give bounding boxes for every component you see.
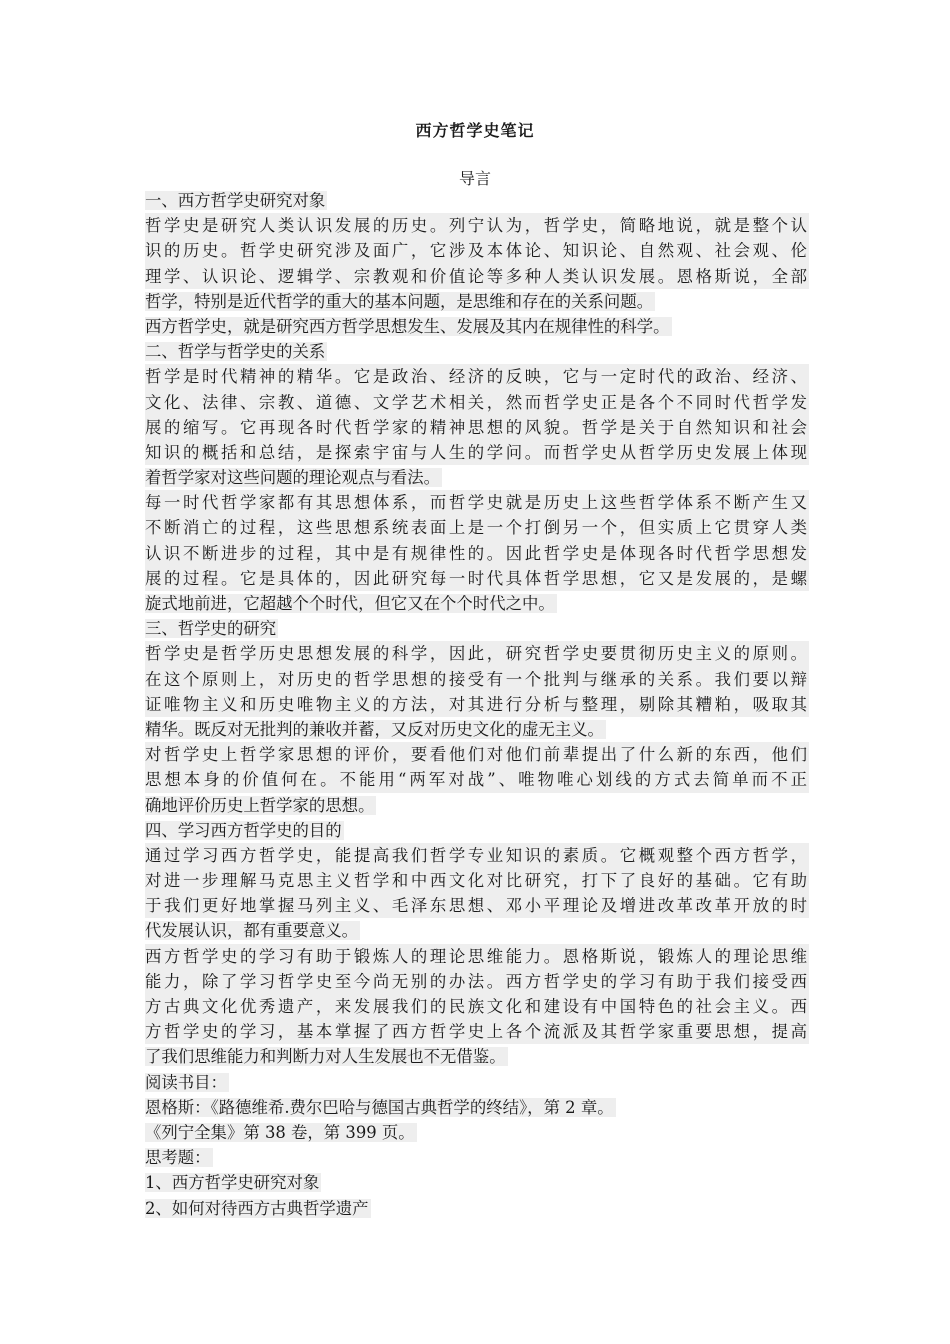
text-line [145, 667, 809, 692]
text-line-content: 能力，除了学习哲学史至今尚无别的办法。西方哲学史的学习有助于我们接受西 [145, 969, 809, 994]
text-line [145, 339, 809, 364]
text-line-content: 思想本身的价值何在。不能用“两军对战”、唯物唯心划线的方式去简单而不正 [145, 767, 809, 792]
text-line [145, 465, 809, 490]
text-line [145, 843, 809, 868]
text-line [145, 893, 809, 918]
text-line [145, 490, 809, 515]
text-line-content: 哲学，特别是近代哲学的重大的基本问题，是思维和存在的关系问题。 [145, 291, 654, 311]
text-line [145, 969, 809, 994]
text-line [145, 238, 809, 263]
text-line [145, 314, 809, 339]
text-line [145, 767, 809, 792]
text-line-content: 《列宁全集》第 38 卷，第 399 页。 [145, 1122, 415, 1142]
text-line-content: 识的历史。哲学史研究涉及面广，它涉及本体论、知识论、自然观、社会观、伦 [145, 238, 809, 263]
text-line-content: 1、西方哲学史研究对象 [145, 1173, 320, 1193]
text-line-content: 在这个原则上，对历史的哲学思想的接受有一个批判与继承的关系。我们要以辩 [145, 667, 809, 692]
text-line [145, 415, 809, 440]
text-line-content: 认识不断进步的过程，其中是有规律性的。因此哲学史是体现各时代哲学思想发 [145, 541, 809, 566]
text-line [145, 717, 809, 742]
text-line-content: 2、如何对待西方古典哲学遗产 [145, 1198, 369, 1218]
text-line-content: 阅读书目： [145, 1072, 227, 1092]
text-line [145, 390, 809, 415]
text-line [145, 1095, 809, 1120]
text-line [145, 1070, 809, 1095]
text-line-content: 证唯物主义和历史唯物主义的方法，对其进行分析与整理，剔除其糟粕，吸取其 [145, 692, 809, 717]
text-line-content: 三、哲学史的研究 [145, 619, 277, 639]
text-line-content: 着哲学家对这些问题的理论观点与看法。 [145, 468, 441, 488]
text-line [145, 918, 809, 943]
text-line [145, 591, 809, 616]
text-line-content: 文化、法律、宗教、道德、文学艺术相关，然而哲学史正是各个不同时代哲学发 [145, 390, 809, 415]
text-line [145, 1145, 809, 1170]
text-line [145, 566, 809, 591]
text-line-content: 对进一步理解马克思主义哲学和中西文化对比研究，打下了良好的基础。它有助 [145, 868, 809, 893]
text-line-content: 展的过程。它是具体的，因此研究每一时代具体哲学思想，它又是发展的，是螺 [145, 566, 809, 591]
text-line-content: 了我们思维能力和判断力对人生发展也不无借鉴。 [145, 1047, 506, 1067]
text-line-content: 确地评价历史上哲学家的思想。 [145, 795, 375, 815]
text-line-content: 西方哲学史的学习有助于锻炼人的理论思维能力。恩格斯说，锻炼人的理论思维 [145, 944, 809, 969]
text-line-content: 哲学是时代精神的精华。它是政治、经济的反映，它与一定时代的政治、经济、 [145, 364, 809, 389]
text-line [145, 616, 809, 641]
text-line [145, 1170, 809, 1195]
text-line-content: 思考题： [145, 1148, 211, 1168]
text-line-content: 理学、认识论、逻辑学、宗教观和价值论等多种人类认识发展。恩格斯说，全部 [145, 264, 809, 289]
text-line [145, 793, 809, 818]
text-line [145, 868, 809, 893]
text-line-content: 代发展认识，都有重要意义。 [145, 921, 359, 941]
text-line [145, 1196, 809, 1221]
text-line-content: 于我们更好地掌握马列主义、毛泽东思想、邓小平理论及增进改革改革开放的时 [145, 893, 809, 918]
text-line-content: 不断消亡的过程，这些思想系统表面上是一个打倒另一个，但实质上它贯穿人类 [145, 515, 809, 540]
text-line-content: 对哲学史上哲学家思想的评价，要看他们对他们前辈提出了什么新的东西，他们 [145, 742, 809, 767]
text-line-content: 二、哲学与哲学史的关系 [145, 342, 326, 362]
text-line [145, 541, 809, 566]
text-line-content: 知识的概括和总结，是探索宇宙与人生的学问。而哲学史从哲学历史发展上体现 [145, 440, 809, 465]
text-line-content: 方哲学史的学习，基本掌握了西方哲学史上各个流派及其哲学家重要思想，提高 [145, 1019, 809, 1044]
text-line-content: 旋式地前进，它超越个个时代，但它又在个个时代之中。 [145, 594, 555, 613]
text-line [145, 289, 809, 314]
document-body [145, 188, 809, 1221]
text-line-content: 一、西方哲学史研究对象 [145, 191, 326, 210]
text-line-content: 每一时代哲学家都有其思想体系，而哲学史就是历史上这些哲学体系不断产生又 [145, 490, 809, 515]
text-line-content: 恩格斯：《路德维希.费尔巴哈与德国古典哲学的终结》，第 2 章。 [145, 1097, 614, 1117]
text-line-content: 展的缩写。它再现各时代哲学家的精神思想的风貌。哲学是关于自然知识和社会 [145, 415, 809, 440]
text-line [145, 515, 809, 540]
text-line [145, 742, 809, 767]
text-line-content: 哲学史是哲学历史思想发展的科学，因此，研究哲学史要贯彻历史主义的原则。 [145, 641, 809, 666]
text-line [145, 692, 809, 717]
text-line [145, 641, 809, 666]
text-line [145, 264, 809, 289]
text-line-content: 四、学习西方哲学史的目的 [145, 820, 342, 840]
text-line-content: 西方哲学史，就是研究西方哲学思想发生、发展及其内在规律性的科学。 [145, 316, 670, 336]
document-title: 西方哲学史笔记 [415, 121, 535, 140]
text-line [145, 1019, 809, 1044]
text-line [145, 818, 809, 843]
text-line [145, 994, 809, 1019]
text-line-content: 通过学习西方哲学史，能提高我们哲学专业知识的素质。它概观整个西方哲学， [145, 843, 809, 868]
text-line-content: 哲学史是研究人类认识发展的历史。列宁认为，哲学史，简略地说，就是整个认 [145, 213, 809, 238]
text-line [145, 1044, 809, 1069]
text-line [145, 213, 809, 238]
text-line-content: 方古典文化优秀遗产，来发展我们的民族文化和建设有中国特色的社会主义。西 [145, 994, 809, 1019]
text-line [145, 364, 809, 389]
text-line-content: 精华。既反对无批判的兼收并蓄，又反对历史文化的虚无主义。 [145, 719, 604, 739]
section-heading-intro: 导言 [458, 169, 491, 188]
text-line [145, 188, 809, 213]
text-line [145, 944, 809, 969]
text-line [145, 440, 809, 465]
text-line [145, 1120, 809, 1145]
